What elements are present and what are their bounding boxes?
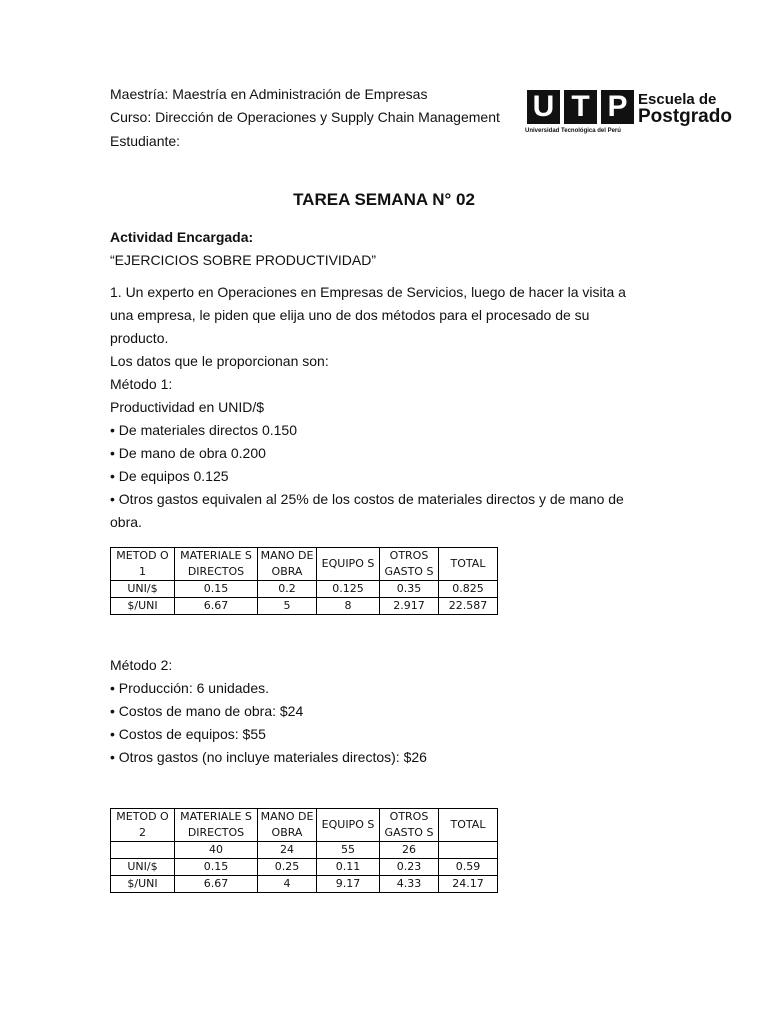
logo-letter-p: P <box>601 90 634 124</box>
table-cell: 0.35 <box>380 581 439 598</box>
table-cell: UNI/$ <box>111 581 175 598</box>
table-row <box>111 598 498 615</box>
utp-logo <box>525 90 740 145</box>
logo-escuela: Escuela de <box>638 91 717 108</box>
bullet-item: • Producción: 6 unidades. <box>110 680 270 696</box>
table-cell: 0.125 <box>317 581 380 598</box>
table-cell: 4.33 <box>380 876 439 893</box>
method2-table <box>110 808 498 893</box>
page-title: TAREA SEMANA N° 02 <box>293 190 475 209</box>
table-cell: 2.917 <box>380 598 439 615</box>
table-cell: 24.17 <box>439 876 498 893</box>
logo-letter-u: U <box>527 90 560 124</box>
table-header-cell: METOD O 1 <box>111 548 175 581</box>
table-cell: 26 <box>380 842 439 859</box>
table-cell: 24 <box>258 842 317 859</box>
table-cell: 40 <box>175 842 258 859</box>
table-row <box>111 581 498 598</box>
productivity-label: Productividad en UNID/$ <box>110 399 265 415</box>
table-header-cell: TOTAL <box>439 809 498 842</box>
table-row <box>111 859 498 876</box>
table-header-cell: TOTAL <box>439 548 498 581</box>
table-header-cell: MATERIALE S DIRECTOS <box>175 809 258 842</box>
table-cell: 0.15 <box>175 859 258 876</box>
table-header-row <box>111 809 498 842</box>
activity-name: “EJERCICIOS SOBRE PRODUCTIVIDAD” <box>110 252 377 268</box>
bullet-item: • Otros gastos (no incluye materiales directos): $26 <box>110 749 427 765</box>
table-cell: 9.17 <box>317 876 380 893</box>
bullet-item: • Costos de mano de obra: $24 <box>110 703 304 719</box>
activity-label: Actividad Encargada: <box>110 229 254 245</box>
bullet-item: • De materiales directos 0.150 <box>110 422 297 438</box>
table-cell: 55 <box>317 842 380 859</box>
table-header-cell: EQUIPO S <box>317 809 380 842</box>
bullet-item: • De equipos 0.125 <box>110 468 229 484</box>
bullet-item: • De mano de obra 0.200 <box>110 445 266 461</box>
table-cell: 0.59 <box>439 859 498 876</box>
table-header-cell: MATERIALE S DIRECTOS <box>175 548 258 581</box>
table-header-cell: OTROS GASTO S <box>380 809 439 842</box>
table-cell: 0.825 <box>439 581 498 598</box>
table-cell <box>439 842 498 859</box>
table-header-cell: OTROS GASTO S <box>380 548 439 581</box>
estudiante-line: Estudiante: <box>110 133 181 149</box>
table-cell: 0.23 <box>380 859 439 876</box>
table-cell: 0.25 <box>258 859 317 876</box>
maestria-line: Maestría: Maestría en Administración de Empresas <box>110 86 428 102</box>
table-cell: UNI/$ <box>111 859 175 876</box>
table-cell: $/UNI <box>111 598 175 615</box>
table-cell: 6.67 <box>175 598 258 615</box>
problem-intro: 1. Un experto en Operaciones en Empresas de Servicios, luego de hacer la visita a una empresa, le piden que elija uno de dos métodos para el procesado de su producto. <box>110 284 626 346</box>
logo-university: Universidad Tecnológica del Perú <box>525 128 621 134</box>
table-cell: 0.2 <box>258 581 317 598</box>
table-cell: $/UNI <box>111 876 175 893</box>
method2-label: Método 2: <box>110 657 173 673</box>
logo-letter-t: T <box>564 90 597 124</box>
table-header-cell: MANO DE OBRA <box>258 548 317 581</box>
table-cell: 5 <box>258 598 317 615</box>
table-header-cell: EQUIPO S <box>317 548 380 581</box>
table-cell: 0.15 <box>175 581 258 598</box>
table-row <box>111 842 498 859</box>
curso-line: Curso: Dirección de Operaciones y Supply Chain Management <box>110 109 500 125</box>
bullet-item: • Costos de equipos: $55 <box>110 726 266 742</box>
logo-postgrado: Postgrado <box>638 106 732 127</box>
method1-label: Método 1: <box>110 376 173 392</box>
table-header-row <box>111 548 498 581</box>
table-cell <box>111 842 175 859</box>
table-cell: 0.11 <box>317 859 380 876</box>
table-header-cell: METOD O 2 <box>111 809 175 842</box>
table-cell: 22.587 <box>439 598 498 615</box>
method1-table <box>110 547 498 615</box>
table-row <box>111 876 498 893</box>
table-header-cell: MANO DE OBRA <box>258 809 317 842</box>
table-cell: 8 <box>317 598 380 615</box>
table-cell: 6.67 <box>175 876 258 893</box>
table-cell: 4 <box>258 876 317 893</box>
data-intro: Los datos que le proporcionan son: <box>110 353 329 369</box>
bullet-item: • Otros gastos equivalen al 25% de los costos de materiales directos y de mano de obra. <box>110 491 624 530</box>
